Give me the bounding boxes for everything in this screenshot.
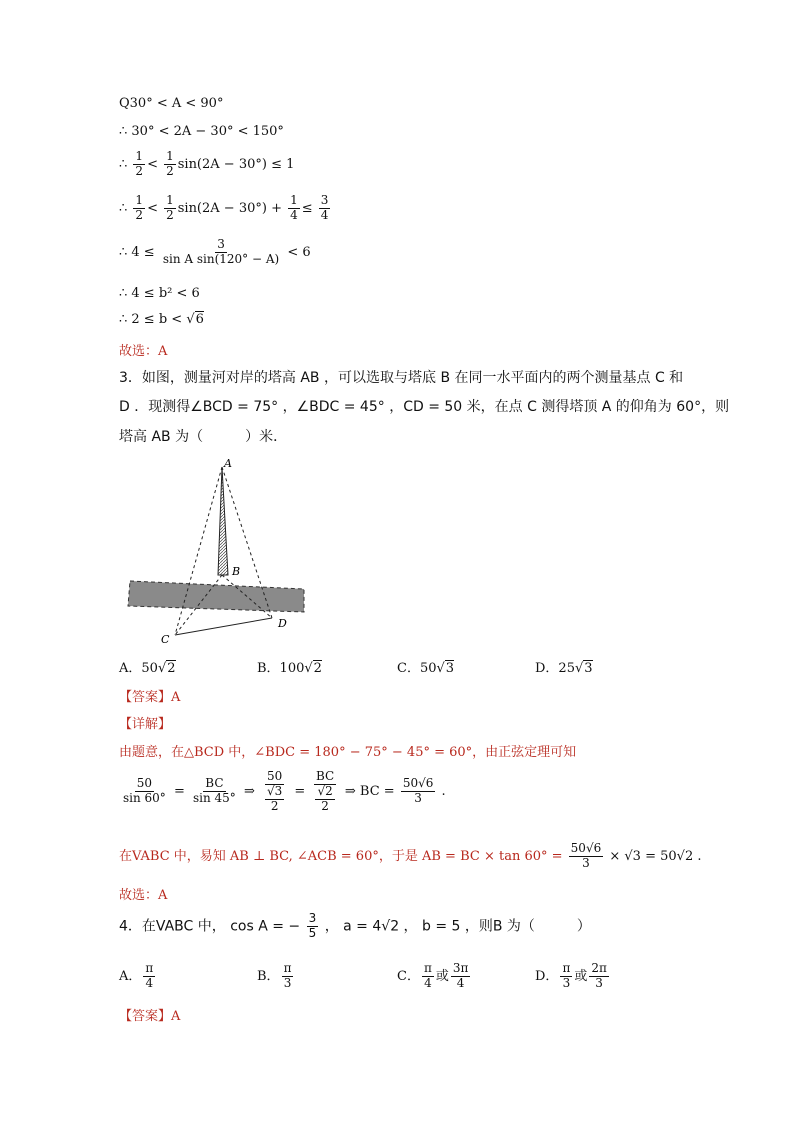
q3-option-c: C．50√3 [397,661,455,676]
label-B: B [232,565,241,578]
q3-answer-tag: 【答案】A [119,690,181,705]
step-6: ∴ 4 ≤ b² < 6 [119,286,200,301]
line-CD [175,618,272,635]
tower-figure [118,455,313,650]
q3-line-1: 3．如图，测量河对岸的塔高 AB ，可以选取与塔底 B 在同一水平面内的两个测量基点 C 和 [119,370,684,386]
prev-answer: 故选：A [119,344,168,359]
q3-option-a: A．50√2 [119,661,176,676]
step-1: Q30° < A < 90° [119,96,224,111]
label-A: A [224,457,232,470]
q4-option-b: B． $\frac{\pi}{3}$ [257,961,292,990]
line-AC [175,467,222,635]
q3-final: 故选：A [119,888,168,903]
q3-line-3: 塔高 AB 为（ ）米． [119,429,288,445]
label-D: D [278,617,287,630]
step-5: ∴ 4 ≤ $\frac{3}{\text{sin A sin(120° − A)}}$ < 6 [119,237,311,266]
q3-detail-2: 在VABC 中，易知 AB ⊥ BC, ∠ACB = 60°，于是 AB = BC × tan 60° = $\frac{50√6}{3}$ × √3 = 50√2 . [119,841,702,870]
step-3: ∴ $\frac{1}{2}$ < $\frac{1}{2}$ sin(2A − 30°) ≤ 1 [119,149,295,178]
q4-option-a: A． $\frac{\pi}{4}$ [119,961,154,990]
step-2: ∴ 30° < 2A − 30° < 150° [119,124,284,139]
step-4: ∴ $\frac{1}{2}$ < $\frac{1}{2}$ sin(2A − 30°) + $\frac{1}{4}$ ≤ $\frac{3}{4}$ [119,193,329,222]
tower [218,467,228,575]
q4-option-d: D． $\frac{\pi}{3}$ 或 $\frac{2\pi}{3}$ [535,961,607,990]
river-band [128,581,304,612]
q3-equation: $\frac{50}{\sin 60^\circ}$ = $\frac{BC}{\sin 45^\circ}$ ⇒ $\frac{50}{\frac{√3}{2}}$ = $\frac{BC}{\frac{√2}{2}}$ ⇒ BC = $\frac{50√6}{3}$ . [123,769,446,813]
q4-option-c: C． $\frac{\pi}{4}$ 或 $\frac{3\pi}{4}$ [397,961,469,990]
q3-line-2: D ．现测得∠BCD = 75° ，∠BDC = 45° ，CD = 50 米，在点 C 测得塔顶 A 的仰角为 60°，则 [119,399,730,415]
step-7: ∴ 2 ≤ b < √6 [119,312,204,327]
q3-detail-tag: 【详解】 [119,717,172,732]
q3-option-b: B．100√2 [257,661,322,676]
q4-answer-tag: 【答案】A [119,1009,181,1024]
q4-stem: 4．在VABC 中， cos A = − $\frac{3}{5}$ ， a = 4√2 ， b = 5 ，则B 为（ ） [119,911,591,940]
label-C: C [161,633,170,646]
q3-detail-1: 由题意，在△BCD 中，∠BDC = 180° − 75° − 45° = 60°，由正弦定理可知 [119,745,577,760]
q3-option-d: D．25√3 [535,661,593,676]
